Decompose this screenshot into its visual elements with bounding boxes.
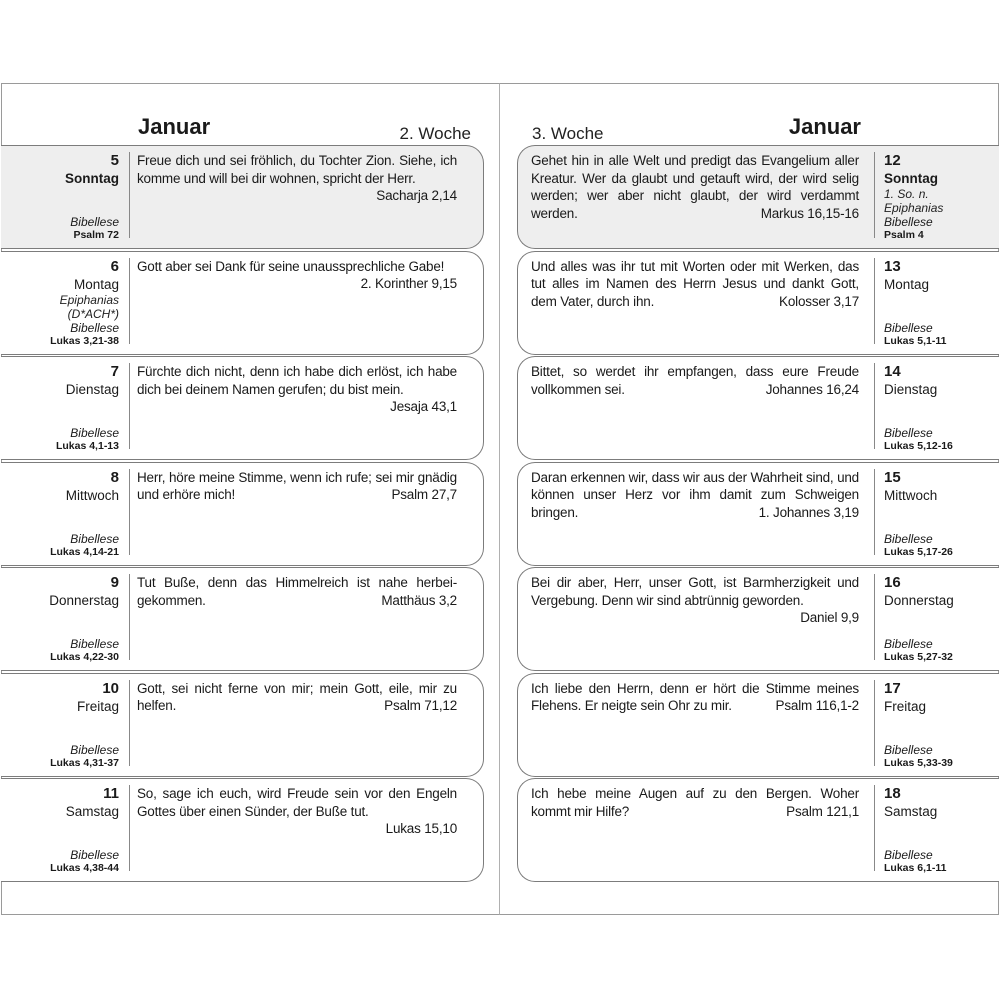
date-column <box>1 363 119 453</box>
bible-reading-label: Bibellese <box>70 320 119 335</box>
daily-verse <box>531 785 859 820</box>
date-column <box>884 258 999 348</box>
day-number: 17 <box>884 679 901 697</box>
weekday-name: Montag <box>73 276 119 292</box>
feast-day-note: 1. So. n. <box>884 187 929 201</box>
bible-reading <box>50 638 119 664</box>
weekday-name: Sonntag <box>884 171 938 186</box>
verse-text: Herr, höre meine Stimme, wenn ich rufe; sei mir gnädig und erhöre mich! <box>137 469 457 502</box>
day-number: 9 <box>110 574 119 591</box>
column-divider <box>129 152 130 238</box>
bible-reading <box>50 533 119 559</box>
bible-reading-label: Bibellese <box>70 426 119 440</box>
bible-reading-ref: Lukas 5,17-26 <box>884 545 953 558</box>
verse-reference: Psalm 27,7 <box>391 487 457 502</box>
bible-reading-label: Bibellese <box>884 742 933 757</box>
column-divider <box>874 574 875 660</box>
feast-day-note: Epiphanias <box>59 292 119 307</box>
bible-reading-ref: Lukas 4,31-37 <box>50 756 119 769</box>
weekday-name: Mittwoch <box>884 487 938 503</box>
date-column <box>1 785 119 875</box>
week-label: 3. Woche <box>532 124 604 143</box>
weekday-name: Samstag <box>884 804 938 819</box>
bible-reading-label: Bibellese <box>70 637 119 651</box>
verse-reference: Psalm 116,1-2 <box>775 698 859 713</box>
month-title: Januar <box>138 114 211 139</box>
column-divider <box>129 363 130 449</box>
verse-text: Tut Buße, denn das Himmelreich ist nahe herbei-gekommen. <box>137 575 457 608</box>
bible-reading-ref: Psalm 4 <box>884 229 924 241</box>
daily-verse <box>531 469 859 522</box>
day-number: 7 <box>110 363 119 380</box>
daily-verse <box>137 152 457 205</box>
date-column <box>884 152 999 242</box>
bible-reading <box>884 427 953 453</box>
day-number: 6 <box>110 257 119 275</box>
day-entry <box>517 778 999 882</box>
weekday-name: Freitag <box>884 698 927 714</box>
bible-reading-label: Bibellese <box>884 531 933 546</box>
left-page <box>1 83 500 915</box>
column-divider <box>874 152 875 238</box>
date-column <box>884 363 999 453</box>
weekday-name: Samstag <box>65 804 119 819</box>
bible-reading <box>884 744 953 770</box>
weekday-name: Donnerstag <box>884 593 954 608</box>
daily-verse <box>137 258 457 293</box>
bible-reading <box>884 638 953 664</box>
day-entry <box>1 778 484 882</box>
day-number: 10 <box>102 679 119 697</box>
bible-reading-ref: Lukas 4,1-13 <box>55 440 119 452</box>
day-number: 12 <box>884 152 901 169</box>
bible-reading <box>50 849 119 875</box>
verse-text: Fürchte dich nicht, denn ich habe dich erlöst, ich habe dich bei deinem Namen gerufen; du bist mein. <box>137 364 457 397</box>
weekday-name: Montag <box>884 276 930 292</box>
bible-reading <box>50 744 119 770</box>
verse-reference: Daniel 9,9 <box>800 610 859 625</box>
verse-reference: Matthäus 3,2 <box>381 592 457 608</box>
day-entry <box>517 673 999 777</box>
day-entry <box>1 673 484 777</box>
daily-verse <box>531 363 859 398</box>
daily-verse <box>137 574 457 609</box>
weekday-name: Mittwoch <box>65 487 119 503</box>
verse-text: Gott aber sei Dank für seine unaussprechliche Gabe! <box>137 258 445 274</box>
day-number: 16 <box>884 574 901 591</box>
column-divider <box>874 258 875 344</box>
weekday-name: Dienstag <box>884 382 938 397</box>
verse-reference: Markus 16,15-16 <box>760 205 859 221</box>
day-entry <box>517 462 999 566</box>
feast-day-note: Epiphanias <box>884 201 944 215</box>
bible-reading-label: Bibellese <box>70 531 119 546</box>
day-entry <box>1 251 484 355</box>
column-divider <box>874 363 875 449</box>
day-entry <box>1 567 484 671</box>
verse-reference: 1. Johannes 3,19 <box>758 504 859 520</box>
feast-day-note: (D*ACH*) <box>67 306 119 321</box>
daily-verse <box>137 785 457 838</box>
verse-reference: Psalm 71,12 <box>384 698 457 713</box>
verse-text: Gott, sei nicht ferne von mir; mein Gott, eile, mir zu helfen. <box>137 680 457 713</box>
date-column <box>884 785 999 875</box>
bible-reading-ref: Lukas 4,14-21 <box>50 545 119 558</box>
verse-reference: Jesaja 43,1 <box>390 399 457 414</box>
daily-verse <box>137 680 457 715</box>
column-divider <box>874 680 875 766</box>
month-title: Januar <box>788 114 861 139</box>
verse-text: Bittet, so werdet ihr empfangen, dass eure Freude vollkommen sei. <box>531 364 859 397</box>
bible-reading-label: Bibellese <box>70 215 119 229</box>
bible-reading <box>56 427 119 453</box>
verse-text: So, sage ich euch, wird Freude sein vor den Engeln Gottes über einen Sünder, der Buße tut. <box>137 786 457 819</box>
daily-verse <box>137 363 457 416</box>
day-number: 5 <box>110 152 119 169</box>
bible-reading <box>884 849 946 875</box>
bible-reading-label: Bibellese <box>884 215 933 229</box>
weekday-name: Donnerstag <box>49 593 119 608</box>
day-entry <box>517 356 999 460</box>
bible-reading-label: Bibellese <box>70 742 119 757</box>
day-entry <box>1 462 484 566</box>
day-number: 18 <box>884 785 901 802</box>
bible-reading-label: Bibellese <box>884 320 933 335</box>
bible-reading-label: Bibellese <box>884 848 933 862</box>
day-entry <box>1 145 484 249</box>
column-divider <box>129 680 130 766</box>
weekday-name: Sonntag <box>65 171 119 186</box>
column-divider <box>129 574 130 660</box>
date-column <box>1 152 119 242</box>
date-column <box>1 574 119 664</box>
daily-verse <box>531 680 859 715</box>
bible-reading-label: Bibellese <box>884 426 933 440</box>
column-divider <box>129 258 130 344</box>
weekday-name: Dienstag <box>65 382 119 397</box>
verse-text: Ich hebe meine Augen auf zu den Bergen. Woher kommt mir Hilfe? <box>531 786 859 819</box>
verse-text: Freue dich und sei fröhlich, du Tochter Zion. Siehe, ich komme und will bei dir wohnen, spricht der Herr. <box>137 153 457 186</box>
bible-reading-ref: Lukas 5,12-16 <box>884 440 953 452</box>
week-label: 2. Woche <box>399 124 471 143</box>
right-page <box>499 83 999 915</box>
bible-reading-ref: Psalm 72 <box>73 229 119 241</box>
bible-reading <box>884 533 953 559</box>
verse-text: Ich liebe den Herrn, denn er hört die Stimme meines Flehens. Er neigte sein Ohr zu mir. <box>531 680 859 713</box>
bible-reading-ref: Lukas 6,1-11 <box>884 862 947 874</box>
day-number: 14 <box>884 363 901 380</box>
bible-reading <box>884 216 933 242</box>
bible-reading <box>884 322 946 348</box>
day-number: 8 <box>110 468 119 486</box>
column-divider <box>874 785 875 871</box>
date-column <box>884 469 999 559</box>
bible-reading <box>70 216 119 242</box>
verse-text: Und alles was ihr tut mit Worten oder mit Werken, das tut alles im Namen des Herrn Jesus und dankt Gott, dem Vater, durch ihn. <box>531 258 859 309</box>
daily-verse <box>531 152 859 222</box>
bible-reading-ref: Lukas 4,38-44 <box>50 862 119 874</box>
bible-reading-ref: Lukas 5,27-32 <box>884 651 953 663</box>
verse-reference: Psalm 121,1 <box>786 803 859 819</box>
bible-reading-label: Bibellese <box>884 637 933 651</box>
bible-reading <box>50 322 119 348</box>
daily-verse <box>531 258 859 311</box>
daily-verse <box>531 574 859 627</box>
bible-reading-ref: Lukas 5,1-11 <box>884 334 947 347</box>
date-column <box>884 680 999 770</box>
verse-reference: Sacharja 2,14 <box>376 188 457 203</box>
verse-reference: Kolosser 3,17 <box>779 293 859 309</box>
bible-reading-ref: Lukas 4,22-30 <box>50 651 119 663</box>
day-entry <box>517 567 999 671</box>
column-divider <box>129 469 130 555</box>
day-entry <box>1 356 484 460</box>
column-divider <box>129 785 130 871</box>
day-number: 11 <box>103 785 119 802</box>
verse-text: Bei dir aber, Herr, unser Gott, ist Barmherzigkeit und Vergebung. Denn wir sind abtrünnig geworden. <box>531 575 859 608</box>
day-number: 15 <box>884 468 901 486</box>
day-entry <box>517 251 999 355</box>
date-column <box>1 680 119 770</box>
date-column <box>1 258 119 348</box>
verse-text: Daran erkennen wir, dass wir aus der Wahrheit sind, und können unser Herz vor ihm damit zum Schweigen bringen. <box>531 469 859 520</box>
bible-reading-ref: Lukas 5,33-39 <box>884 756 953 769</box>
verse-text: Gehet hin in alle Welt und predigt das Evangelium aller Kreatur. Wer da glaubt und getauft wird, der wird selig werden; wer aber nicht glaubt, der wird verdammt werden. <box>531 153 859 221</box>
day-number: 13 <box>884 257 901 275</box>
day-entry <box>517 145 999 249</box>
verse-reference: Johannes 16,24 <box>765 381 859 397</box>
weekday-name: Freitag <box>76 698 119 714</box>
column-divider <box>874 469 875 555</box>
verse-reference: Lukas 15,10 <box>385 821 457 836</box>
daily-verse <box>137 469 457 504</box>
bible-reading-ref: Lukas 3,21-38 <box>50 334 119 347</box>
bible-reading-label: Bibellese <box>70 848 119 862</box>
date-column <box>884 574 999 664</box>
verse-reference: 2. Korinther 9,15 <box>360 276 457 291</box>
date-column <box>1 469 119 559</box>
